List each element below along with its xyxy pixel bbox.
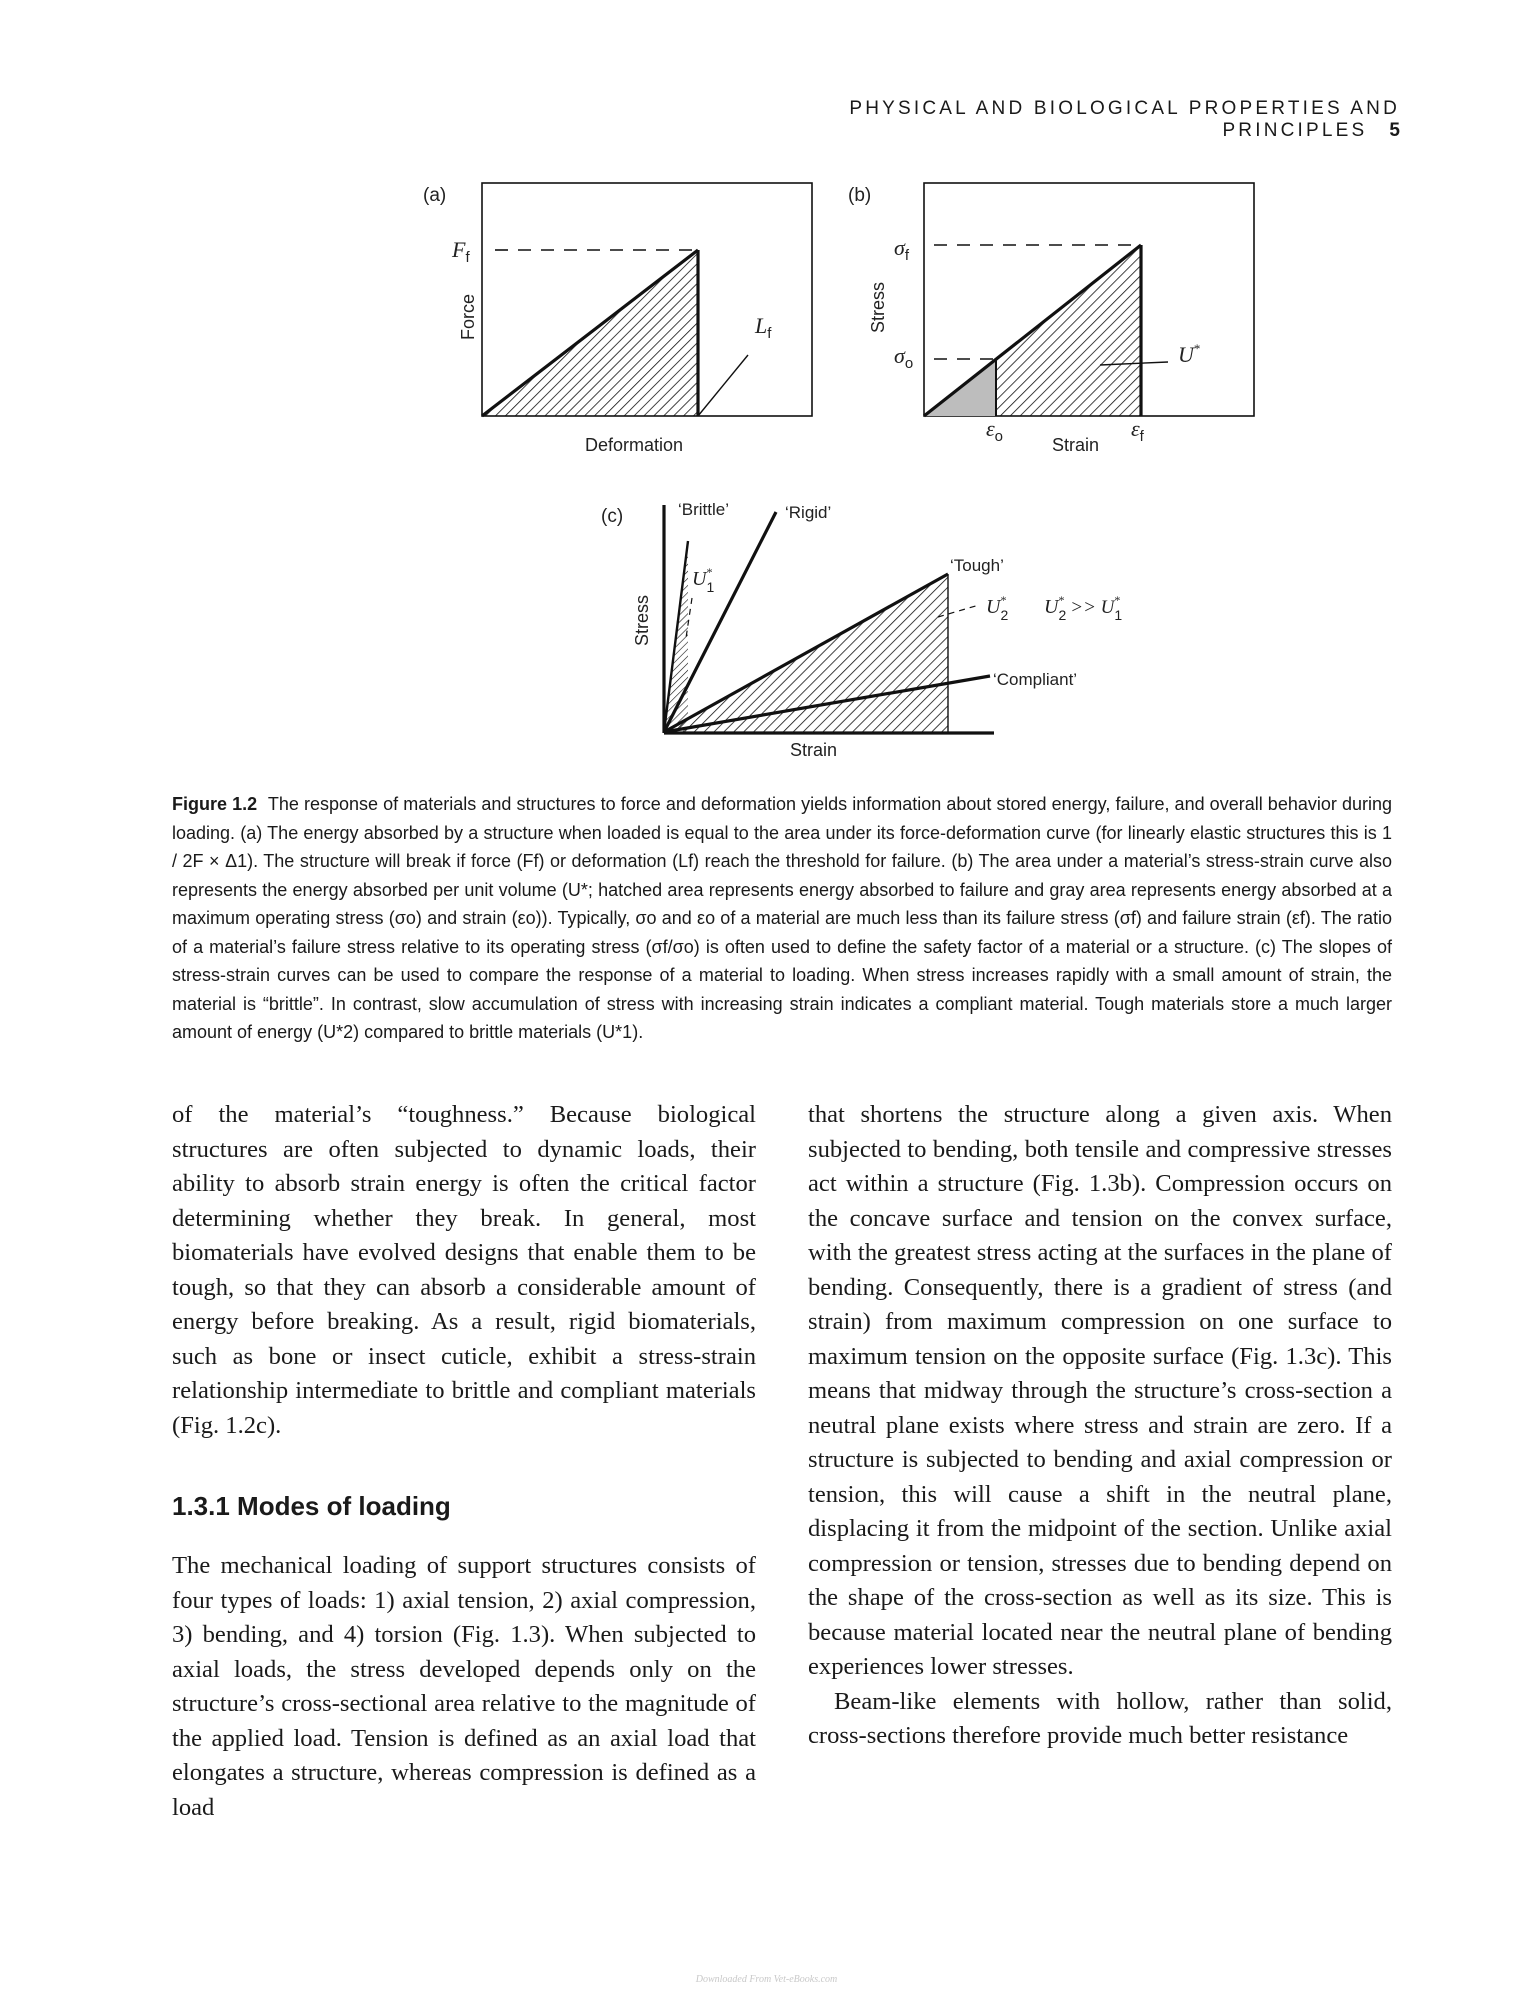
body-column-left	[172, 1098, 756, 1825]
figure-caption-label: Figure 1.2	[172, 794, 258, 814]
figure-svg	[0, 0, 1533, 780]
panel-b-eps-f-label: $\varepsilon_f$	[1131, 416, 1144, 445]
panel-b-eps-o-label: $\varepsilon_o$	[986, 416, 1004, 445]
section-heading: 1.3.1 Modes of loading	[172, 1491, 451, 1521]
panel-a-y-label: Force	[458, 293, 478, 340]
panel-b-label: (b)	[848, 185, 872, 206]
footer-watermark: Downloaded From Vet-eBooks.com	[695, 1974, 838, 1985]
paragraph: of the material’s “toughness.” Because biological structures are often subjected to dynamic loads, their ability to absorb strain energy is often the critical factor determining whether they break. In general, most biomaterials have evolved designs that enable them to be tough, so that they can absorb a considerable amount of energy before breaking. As a result, rigid biomaterials, such as bone or insect cuticle, exhibit a stress-strain relationship intermediate to brittle and compliant materials (Fig. 1.2c).	[172, 1101, 756, 1439]
panel-a-lf-label: $L_f$	[755, 313, 772, 342]
panel-c-y-label: Stress	[632, 594, 652, 646]
panel-a	[423, 183, 812, 455]
panel-c-rigid-label: ‘Rigid’	[785, 503, 832, 522]
panel-c-u1-label: U* 1	[692, 565, 715, 595]
page-number: 5	[1389, 120, 1400, 141]
panel-a-lf-leader	[698, 355, 748, 416]
running-head-title: PHYSICAL AND BIOLOGICAL PROPERTIES AND PRINCIPLES	[849, 98, 1400, 141]
panel-b	[848, 183, 1254, 455]
body-column-right	[808, 1098, 1392, 1754]
panel-c-brittle-label: ‘Brittle’	[678, 500, 730, 519]
panel-b-y-label: Stress	[868, 281, 888, 333]
paragraph: Beam-like elements with hollow, rather than solid, cross-sections therefore provide much better resistance	[808, 1687, 1392, 1749]
figure-caption-text: The response of materials and structures to force and deformation yields information about stored energy, failure, and overall behavior during loading. (a) The energy absorbed by a structure when loaded is equal to the area under its force-deformation curve (for linearly elastic structures this is 1 / 2F × Δ1). The structure will break if force (Ff) or deformation (Lf) reach the threshold for failure. (b) The area under a material’s stress-strain curve also represents the energy absorbed per unit volume (U*; hatched area represents energy absorbed to failure and gray area represents energy absorbed at a maximum operating stress (σo) and strain (εo)). Typically, σo and εo of a material are much less than its failure stress (σf) and failure strain (εf). The ratio of a material’s failure stress relative to its operating stress (σf/σo) is often used to define the safety factor of a material or a structure. (c) The slopes of stress-strain curves can be used to compare the response of a material to loading. When stress increases rapidly with a small amount of strain, the material is “brittle”. In contrast, slow accumulation of stress with increasing strain indicates a compliant material. Tough materials store a much larger amount of energy (U*2) compared to brittle materials (U*1).	[172, 794, 1392, 1042]
panel-c-compliant-label: ‘Compliant’	[993, 670, 1078, 689]
panel-b-u-star-label: U*	[1178, 341, 1201, 367]
panel-c-relation-label: U* 2 >> U* 1	[1044, 593, 1123, 623]
panel-b-sigma-f-label: $\sigma_f$	[894, 235, 910, 264]
panel-a-ff-label: $F_f$	[452, 237, 470, 266]
panel-c-x-label: Strain	[790, 740, 838, 760]
panel-b-x-label: Strain	[1052, 435, 1100, 455]
panel-c-label: (c)	[601, 506, 624, 527]
figure-1-2	[0, 0, 1533, 780]
panel-c	[601, 500, 1122, 760]
panel-b-sigma-o-label: $\sigma_o$	[894, 343, 914, 372]
panel-b-hatched-area	[996, 245, 1141, 416]
panel-c-tough-label: ‘Tough’	[950, 556, 1004, 575]
panel-a-label: (a)	[423, 185, 447, 206]
paragraph: The mechanical loading of support structures consists of four types of loads: 1) axial tension, 2) axial compression, 3) bending, and 4) torsion (Fig. 1.3). When subjected to axial loads, the stress developed depends only on the structure’s cross-sectional area relative to the magnitude of the applied load. Tension is defined as an axial load that elongates a structure, whereas compression is defined as a load	[172, 1552, 756, 1821]
paragraph: that shortens the structure along a given axis. When subjected to bending, both tensile and compressive stresses act within a structure (Fig. 1.3b). Compression occurs on the concave surface and tension on the convex surface, with the greatest stress acting at the surfaces in the plane of bending. Consequently, there is a gradient of stress (and strain) from maximum compression on one surface to maximum tension on the opposite surface (Fig. 1.3c). This means that midway through the structure’s cross-section a neutral plane exists where stress and strain are zero. If a structure is subjected to bending and axial compression or tension, this will cause a shift in the neutral plane, displacing it from the midpoint of the section. Unlike axial compression or tension, stresses due to bending depend on the shape of the cross-section as well as its size. This is because material located near the neutral plane of bending experiences lower stresses.	[808, 1101, 1392, 1680]
panel-a-x-label: Deformation	[585, 435, 684, 455]
figure-caption	[172, 790, 1392, 1047]
panel-c-u2-label: U* 2	[986, 593, 1009, 623]
